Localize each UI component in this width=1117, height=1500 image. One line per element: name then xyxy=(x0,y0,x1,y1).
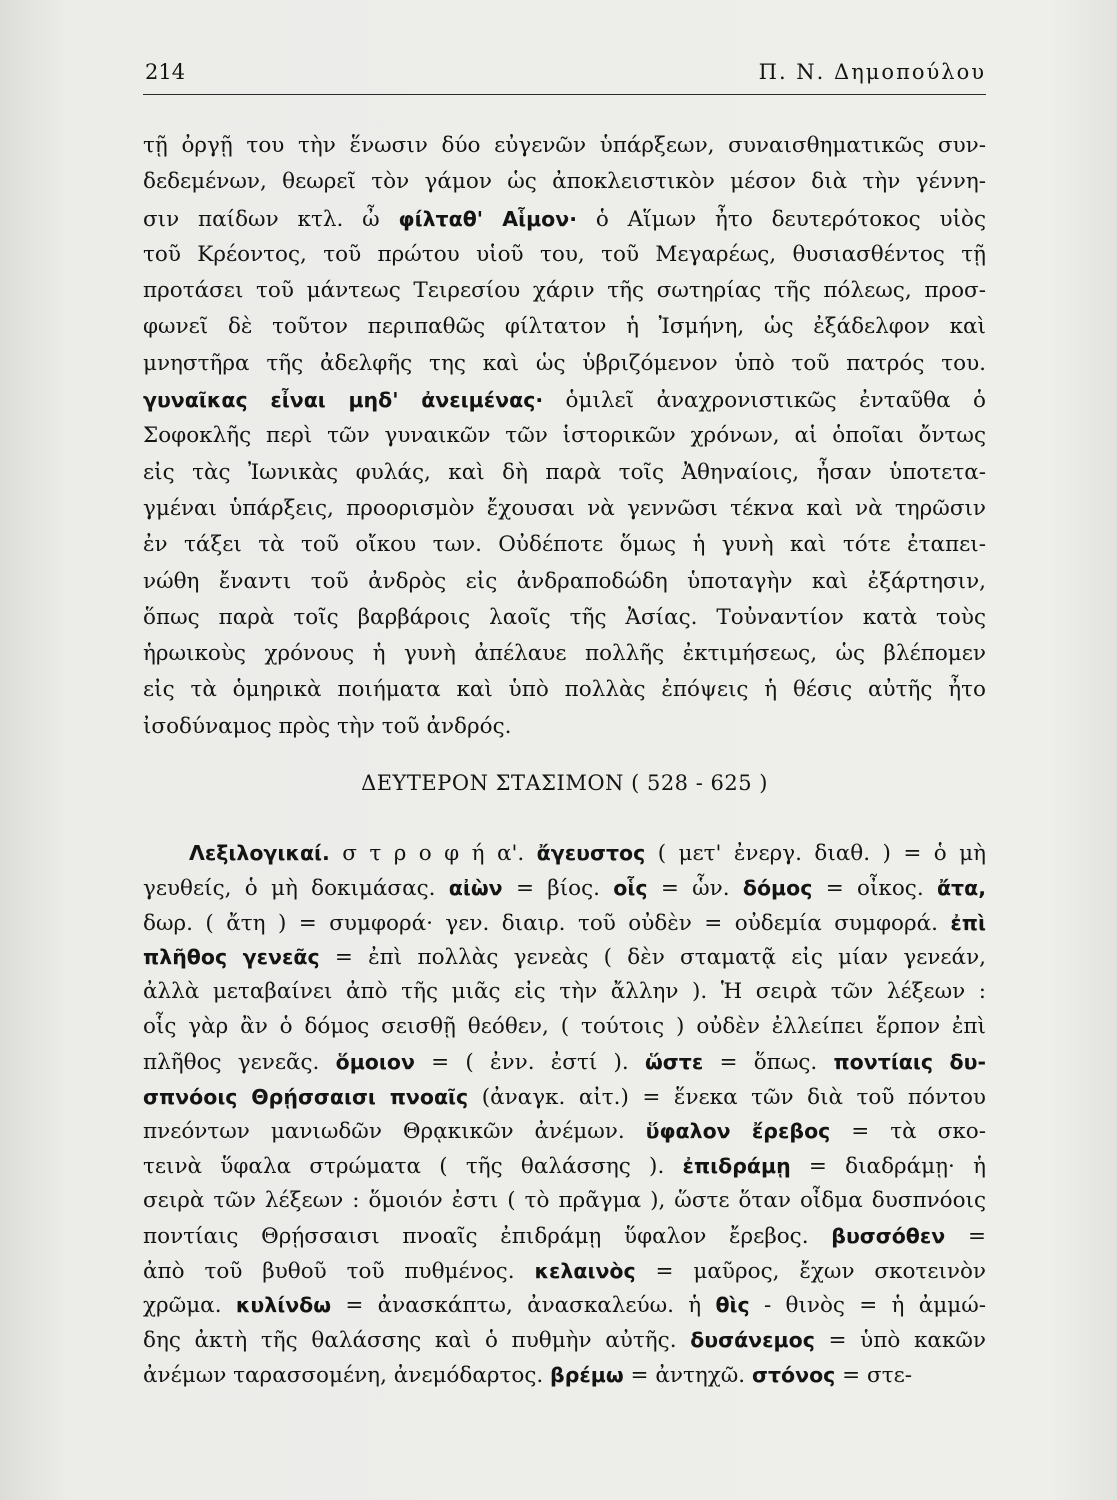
text-run: ποντίαις Θρῄσσαισι πνοαῖς ἐπιδράμῃ ὕφαλον ἔρεβος. xyxy=(143,1223,832,1249)
text-run: = τὰ σκο- xyxy=(830,1119,986,1145)
text-line xyxy=(143,1045,986,1080)
text-run: σειρὰ τῶν λέξεων : ὅμοιόν ἐστι ( τὸ πρᾶγμα ), ὥστε ὅταν οἶδμα δυσπνόοις xyxy=(143,1187,986,1213)
text-line xyxy=(143,164,986,200)
text-run: = ἐπὶ πολλὰς γενεὰς ( δὲν σταματᾷ εἰς μίαν γενεάν, xyxy=(319,945,986,971)
text-run: = ὧν. xyxy=(647,875,743,901)
text-line xyxy=(143,1114,986,1149)
text-run: (ἀναγκ. αἰτ.) = ἕνεκα τῶν διὰ τοῦ πόντου xyxy=(468,1084,986,1110)
text-run: = διαδράμῃ· ἡ xyxy=(790,1154,986,1180)
text-run: μνηστῆρα τῆς ἀδελφῆς της καὶ ὡς ὑβριζόμενον ὑπὸ τοῦ πατρός του. xyxy=(143,350,986,376)
text-line xyxy=(143,836,986,871)
text-run: ἰσοδύναμος πρὸς τὴν τοῦ ἀνδρός. xyxy=(143,713,512,739)
text-line xyxy=(143,273,986,309)
text-run: = βίος. xyxy=(502,875,614,901)
text-line xyxy=(143,871,986,906)
section-heading: ΔΕΥΤΕΡΟΝ ΣΤΑΣΙΜΟΝ ( 528 - 625 ) xyxy=(361,771,768,795)
text-run: χρῶμα. xyxy=(143,1293,236,1319)
headword: ἄγευστος xyxy=(536,841,646,865)
text-line xyxy=(143,128,986,164)
text-run: σιν παίδων κτλ. ὦ xyxy=(143,206,399,232)
text-line xyxy=(143,455,986,491)
headword: ὥστε xyxy=(644,1049,704,1074)
text-run: = ( ἐνν. ἐστί ). xyxy=(414,1049,645,1075)
text-run: πλῆθος γενεᾶς. xyxy=(143,1049,336,1075)
text-line xyxy=(143,636,986,672)
headword: γυναῖκας εἶναι μηδ' ἀνειμένας· xyxy=(143,388,544,413)
page-number: 214 xyxy=(145,60,186,84)
text-line xyxy=(143,1149,986,1184)
text-run: ὁ Αἵμων ἦτο δευτερότοκος υἱὸς xyxy=(577,206,986,232)
text-run: γμέναι ὑπάρξεις, προορισμὸν ἔχουσαι νὰ γεννῶσι τέκνα καὶ νὰ τηρῶσιν xyxy=(143,495,986,521)
headword: θὶς xyxy=(715,1293,750,1318)
text-line xyxy=(143,940,986,975)
text-run: δωρ. ( ἄτη ) = συμφορά· γεν. διαιρ. τοῦ οὐδὲν = οὐδεμία συμφορά. xyxy=(143,910,951,936)
text-line xyxy=(143,1358,986,1393)
text-run: οἷς γὰρ ἂν ὁ δόμος σεισθῇ θεόθεν, ( τούτοις ) οὐδὲν ἐλλείπει ἕρπον ἐπὶ xyxy=(143,1013,986,1039)
text-run: Σοφοκλῆς περὶ τῶν γυναικῶν τῶν ἱστορικῶν χρόνων, αἱ ὁποῖαι ὄντως xyxy=(143,423,986,449)
text-run: δης ἀκτὴ τῆς θαλάσσης καὶ ὁ πυθμὴν αὐτῆς. xyxy=(143,1328,691,1354)
text-run: = ἀντηχῶ. xyxy=(623,1362,752,1388)
text-line xyxy=(143,1219,986,1254)
commentary-paragraph xyxy=(143,128,986,745)
headword: φίλταθ' Αἷμον· xyxy=(398,206,577,231)
headword: πλῆθος γενεᾶς xyxy=(143,945,320,970)
text-run: σ τ ρ ο φ ή α'. xyxy=(329,841,537,866)
text-run: = ὑπὸ κακῶν xyxy=(814,1328,986,1354)
text-run: δεδεμένων, θεωρεῖ τὸν γάμον ὡς ἀποκλειστικὸν μέσον διὰ τὴν γέννη- xyxy=(143,169,986,195)
text-line xyxy=(143,309,986,345)
text-run: ἀπὸ τοῦ βυθοῦ τοῦ πυθμένος. xyxy=(143,1258,535,1284)
text-run: προτάσει τοῦ μάντεως Τειρεσίου χάριν τῆς σωτηρίας τῆς πόλεως, προσ- xyxy=(143,278,986,304)
headword: ποντίαις δυ- xyxy=(833,1049,986,1074)
headword: δυσάνεμος xyxy=(690,1328,815,1353)
text-run: = οἶκος. xyxy=(812,875,937,901)
text-line xyxy=(143,600,986,636)
text-run: = μαῦρος, ἔχων σκοτεινὸν xyxy=(635,1258,986,1284)
headword: ἐπιδράμῃ xyxy=(682,1154,791,1179)
text-line xyxy=(143,527,986,563)
headword: ἐπὶ xyxy=(950,910,986,935)
headword: κυλίνδω xyxy=(235,1293,332,1318)
text-line xyxy=(143,709,986,745)
text-line xyxy=(143,201,986,237)
text-line xyxy=(143,346,986,382)
text-line xyxy=(143,1254,986,1289)
headword: ὅμοιον xyxy=(335,1049,415,1074)
text-line xyxy=(143,1184,986,1219)
text-run: γευθείς, ὁ μὴ δοκιμάσας. xyxy=(143,875,449,901)
text-line xyxy=(143,1010,986,1045)
headword: ὕφαλον ἔρεβος xyxy=(645,1119,831,1144)
text-run: τῇ ὀργῇ του τὴν ἕνωσιν δύο εὐγενῶν ὑπάρξεων, συναισθηματικῶς συν- xyxy=(143,133,986,158)
lexical-notes-paragraph xyxy=(143,836,986,1393)
text-run: = ὅπως. xyxy=(703,1049,834,1075)
headword: βυσσόθεν xyxy=(831,1223,946,1248)
text-run: ἐν τάξει τὰ τοῦ οἴκου των. Οὐδέποτε ὅμως ἡ γυνὴ καὶ τότε ἐταπει- xyxy=(143,532,986,558)
running-head: Π. Ν. Δημοπούλου xyxy=(758,60,986,84)
text-run: ὁμιλεῖ ἀναχρονιστικῶς ἐνταῦθα ὁ xyxy=(543,388,986,414)
headword: δόμος xyxy=(742,875,813,900)
headword: Λεξιλογικαί. xyxy=(189,841,330,865)
text-run: = στε- xyxy=(835,1362,912,1388)
text-line xyxy=(143,1288,986,1323)
text-run: τεινὰ ὕφαλα στρώματα ( τῆς θαλάσσης ). xyxy=(143,1154,683,1180)
text-run: εἰς τὰ ὁμηρικὰ ποιήματα καὶ ὑπὸ πολλὰς ἐπόψεις ἡ θέσις αὐτῆς ἦτο xyxy=(143,677,986,703)
text-run: = xyxy=(945,1223,986,1249)
text-run: ἀνέμων ταρασσομένη, ἀνεμόδαρτος. xyxy=(143,1362,551,1388)
text-line xyxy=(143,382,986,418)
headword: κελαινὸς xyxy=(534,1258,636,1283)
text-run: νώθη ἔναντι τοῦ ἀνδρὸς εἰς ἀνδραποδώδη ὑποταγὴν καὶ ἐξάρτησιν, xyxy=(143,568,986,594)
text-run: - θινὸς = ἡ ἀμμώ- xyxy=(749,1293,986,1319)
text-line xyxy=(143,491,986,527)
text-line xyxy=(143,1323,986,1358)
text-run: φωνεῖ δὲ τοῦτον περιπαθῶς φίλτατον ἡ Ἰσμήνη, ὡς ἐξάδελφον καὶ xyxy=(143,314,986,340)
text-line xyxy=(143,1080,986,1115)
text-line xyxy=(143,906,986,941)
headword: στόνος xyxy=(751,1362,836,1387)
text-run: τοῦ Κρέοντος, τοῦ πρώτου υἱοῦ του, τοῦ Μεγαρέως, θυσιασθέντος τῇ xyxy=(143,241,986,267)
headword: ἄτα, xyxy=(936,875,986,900)
text-run: ἡρωικοὺς χρόνους ἡ γυνὴ ἀπέλαυε πολλῆς ἐκτιμήσεως, ὡς βλέπομεν xyxy=(143,641,986,667)
text-run: ( μετ' ἐνεργ. διαθ. ) = ὁ μὴ xyxy=(645,841,986,866)
headword: οἷς xyxy=(613,875,648,900)
text-run: = ἀνασκάπτω, ἀνασκαλεύω. ἡ xyxy=(331,1293,716,1319)
headword: βρέμω xyxy=(550,1362,624,1387)
page-header xyxy=(143,58,986,95)
text-line xyxy=(143,672,986,708)
text-line xyxy=(143,418,986,454)
text-run: πνεόντων μανιωδῶν Θρᾳκικῶν ἀνέμων. xyxy=(143,1119,646,1145)
text-run: ἀλλὰ μεταβαίνει ἀπὸ τῆς μιᾶς εἰς τὴν ἄλλην ). Ἡ σειρὰ τῶν λέξεων : xyxy=(143,979,986,1005)
text-line xyxy=(143,564,986,600)
text-line xyxy=(143,975,986,1010)
text-run: εἰς τὰς Ἰωνικὰς φυλάς, καὶ δὴ παρὰ τοῖς Ἀθηναίοις, ἦσαν ὑποτετα- xyxy=(143,459,986,485)
headword: σπνόοις Θρῄσσαισι πνοαῖς xyxy=(143,1084,469,1109)
text-run: ὅπως παρὰ τοῖς βαρβάροις λαοῖς τῆς Ἀσίας. Τοὐναντίον κατὰ τοὺς xyxy=(143,604,986,630)
text-line xyxy=(143,237,986,273)
headword: αἰὼν xyxy=(448,875,503,900)
